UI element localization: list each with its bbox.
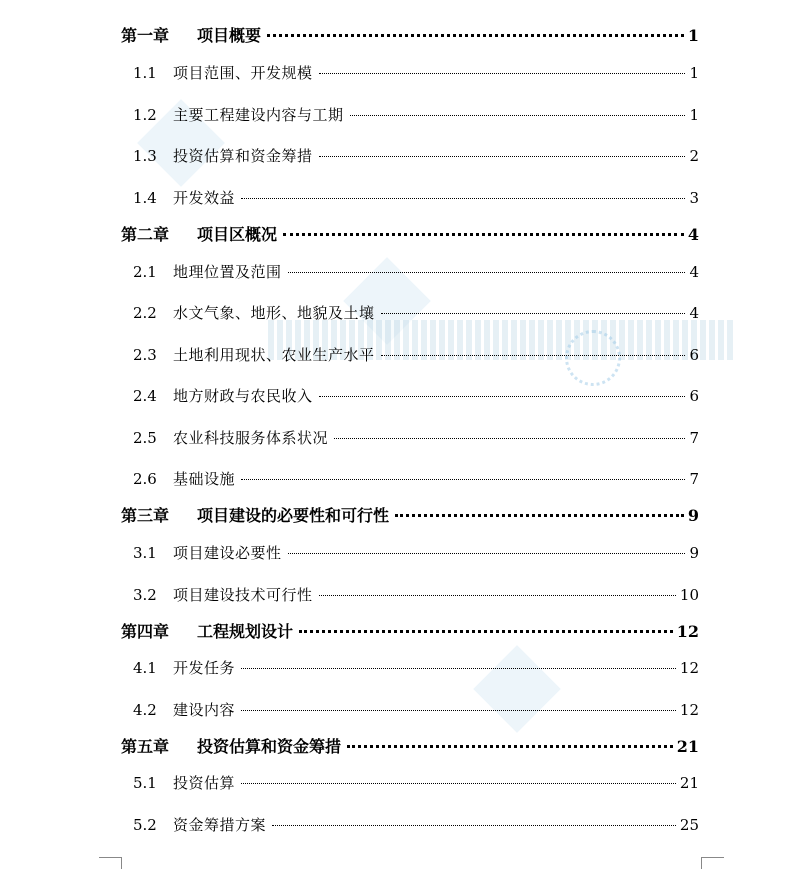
toc-chapter-entry[interactable] — [121, 22, 699, 46]
toc-section-entry[interactable] — [133, 468, 699, 489]
page-corner-mark-left — [99, 857, 122, 869]
toc-entry-page: 1 — [689, 64, 699, 82]
toc-entry-title: 项目建设必要性 — [173, 544, 282, 562]
toc-entry-title: 项目范围、开发规模 — [173, 64, 313, 82]
toc-entry-page: 21 — [679, 774, 699, 792]
toc-dot-leader — [319, 141, 685, 157]
toc-entry-number: 3.1 — [133, 544, 157, 562]
toc-section-entry[interactable] — [133, 261, 699, 282]
toc-dot-leader — [241, 653, 676, 669]
toc-section-entry[interactable] — [133, 385, 699, 406]
toc-entry-page: 10 — [679, 586, 699, 604]
toc-chapter-entry[interactable] — [121, 733, 699, 757]
toc-entry-title: 农业科技服务体系状况 — [173, 429, 329, 447]
toc-entry-title: 投资估算 — [173, 774, 236, 792]
toc-entry-number: 2.5 — [133, 429, 157, 447]
toc-entry-page: 2 — [689, 147, 699, 165]
toc-entry-page: 9 — [689, 544, 699, 562]
toc-section-entry[interactable] — [133, 814, 699, 835]
page-corner-mark-right — [701, 857, 724, 869]
toc-entry-page: 3 — [689, 189, 699, 207]
toc-section-entry[interactable] — [133, 699, 699, 720]
toc-entry-number: 2.6 — [133, 470, 157, 488]
toc-entry-title: 开发效益 — [173, 189, 236, 207]
toc-entry-title: 地方财政与农民收入 — [173, 387, 313, 405]
toc-entry-number: 2.1 — [133, 263, 157, 281]
toc-entry-page: 7 — [689, 470, 699, 488]
toc-entry-number: 2.4 — [133, 387, 157, 405]
toc-dot-leader — [241, 695, 676, 711]
toc-dot-leader — [381, 298, 685, 314]
toc-entry-page: 6 — [689, 346, 699, 364]
toc-section-entry[interactable] — [133, 104, 699, 125]
toc-entry-number: 第一章 — [121, 26, 170, 45]
toc-section-entry[interactable] — [133, 187, 699, 208]
toc-entry-number: 4.2 — [133, 701, 157, 719]
toc-entry-page: 7 — [689, 429, 699, 447]
toc-dot-leader — [267, 18, 684, 37]
toc-entry-title: 土地利用现状、农业生产水平 — [173, 346, 375, 364]
toc-section-entry[interactable] — [133, 302, 699, 323]
toc-entry-title: 基础设施 — [173, 470, 236, 488]
toc-dot-leader — [319, 381, 685, 397]
toc-dot-leader — [288, 538, 685, 554]
toc-entry-page: 4 — [687, 225, 699, 244]
toc-section-entry[interactable] — [133, 584, 699, 605]
toc-entry-page: 6 — [689, 387, 699, 405]
toc-entry-title: 主要工程建设内容与工期 — [173, 106, 344, 124]
toc-dot-leader — [288, 257, 685, 273]
toc-entry-number: 2.2 — [133, 304, 157, 322]
toc-entry-title: 开发任务 — [173, 659, 236, 677]
toc-entry-title: 投资估算和资金筹措 — [197, 737, 342, 756]
toc-chapter-entry[interactable] — [121, 618, 699, 642]
toc-entry-page: 4 — [689, 263, 699, 281]
toc-dot-leader — [299, 614, 673, 633]
toc-entry-title: 项目概要 — [197, 26, 262, 45]
toc-entry-page: 9 — [687, 506, 699, 525]
toc-dot-leader — [350, 100, 685, 116]
toc-dot-leader — [319, 58, 685, 74]
toc-entry-number: 1.1 — [133, 64, 157, 82]
toc-entry-title: 工程规划设计 — [197, 622, 294, 641]
toc-entry-title: 项目建设的必要性和可行性 — [197, 506, 390, 525]
toc-dot-leader — [283, 217, 684, 236]
toc-entry-page: 1 — [687, 26, 699, 45]
toc-section-entry[interactable] — [133, 772, 699, 793]
toc-entry-title: 投资估算和资金筹措 — [173, 147, 313, 165]
toc-entry-page: 25 — [679, 816, 699, 834]
toc-dot-leader — [272, 810, 676, 826]
toc-entry-number: 4.1 — [133, 659, 157, 677]
toc-entry-page: 12 — [676, 622, 699, 641]
toc-section-entry[interactable] — [133, 657, 699, 678]
toc-entry-number: 1.2 — [133, 106, 157, 124]
toc-dot-leader — [347, 729, 673, 748]
toc-entry-page: 4 — [689, 304, 699, 322]
toc-dot-leader — [241, 768, 676, 784]
toc-entry-title: 地理位置及范围 — [173, 263, 282, 281]
toc-entry-number: 1.3 — [133, 147, 157, 165]
toc-chapter-entry[interactable] — [121, 502, 699, 526]
toc-section-entry[interactable] — [133, 542, 699, 563]
toc-entry-page: 1 — [689, 106, 699, 124]
toc-dot-leader — [395, 498, 684, 517]
toc-section-entry[interactable] — [133, 344, 699, 365]
toc-entry-number: 1.4 — [133, 189, 157, 207]
toc-entry-number: 2.3 — [133, 346, 157, 364]
toc-entry-title: 建设内容 — [173, 701, 236, 719]
toc-entry-page: 21 — [676, 737, 699, 756]
toc-entry-number: 3.2 — [133, 586, 157, 604]
toc-entry-page: 12 — [679, 701, 699, 719]
toc-dot-leader — [241, 464, 685, 480]
toc-section-entry[interactable] — [133, 427, 699, 448]
toc-entry-number: 5.2 — [133, 816, 157, 834]
toc-dot-leader — [241, 183, 685, 199]
toc-entry-number: 5.1 — [133, 774, 157, 792]
toc-entry-title: 项目区概况 — [197, 225, 278, 244]
toc-section-entry[interactable] — [133, 145, 699, 166]
toc-entry-title: 项目建设技术可行性 — [173, 586, 313, 604]
toc-section-entry[interactable] — [133, 62, 699, 83]
toc-chapter-entry[interactable] — [121, 221, 699, 245]
toc-entry-number: 第四章 — [121, 622, 170, 641]
toc-entry-number: 第二章 — [121, 225, 170, 244]
toc-entry-title: 资金筹措方案 — [173, 816, 267, 834]
toc-entry-title: 水文气象、地形、地貌及土壤 — [173, 304, 375, 322]
toc-dot-leader — [334, 423, 685, 439]
toc-entry-page: 12 — [679, 659, 699, 677]
toc-entry-number: 第五章 — [121, 737, 170, 756]
toc-entry-number: 第三章 — [121, 506, 170, 525]
toc-dot-leader — [381, 340, 685, 356]
toc-dot-leader — [319, 580, 676, 596]
